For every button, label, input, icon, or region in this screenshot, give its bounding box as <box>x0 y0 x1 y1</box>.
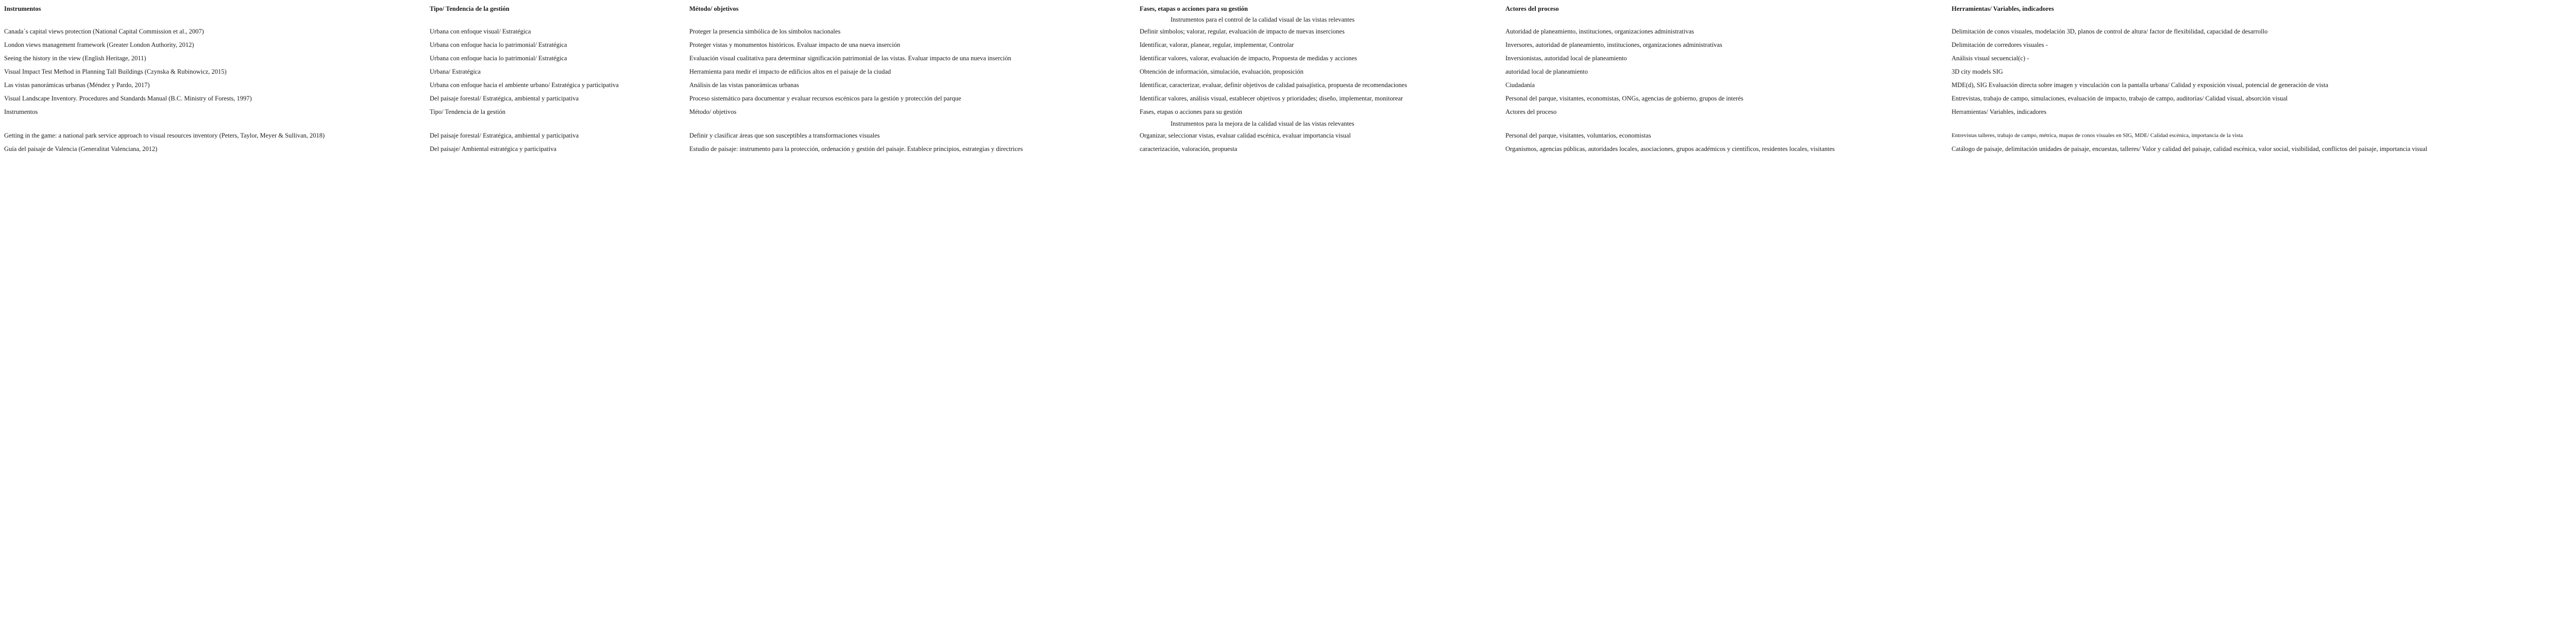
table-cell: Fases, etapas o acciones para su gestión <box>1140 108 1242 115</box>
empty-cell <box>4 14 430 25</box>
table-cell: Urbana con enfoque hacia lo patrimonial/ Estratégica <box>430 55 567 62</box>
table-cell: Urbana/ Estratégica <box>430 68 481 75</box>
table-cell: Visual Impact Test Method in Planning Tall Buildings (Czynska & Rubinowicz, 2015) <box>4 68 227 75</box>
table-cell: Identificar, valorar, planear, regular, implementar, Controlar <box>1140 41 1294 48</box>
table-cell: Método/ objetivos <box>689 108 737 115</box>
table-cell: Seeing the history in the view (English Heritage, 2011) <box>4 55 146 62</box>
table-cell: Proteger la presencia simbólica de los símbolos nacionales <box>689 28 841 35</box>
table-cell: Ciudadanía <box>1505 81 1535 89</box>
table-cell: MDE(d), SIG Evaluación directa sobre imagen y vinculación con la pantalla urbana/ Calidad y exposición visual, potencial de generación de vista <box>1952 81 2329 89</box>
table-cell: Delimitación de conos visuales, modelación 3D, planos de control de altura/ factor de flexibilidad, capacidad de desarrollo <box>1952 28 2268 35</box>
table-cell: Definir y clasificar áreas que son susceptibles a transformaciones visuales <box>689 132 880 139</box>
table-cell: 3D city models SIG <box>1952 68 2003 75</box>
table-cell: Estudio de paisaje: instrumento para la protección, ordenación y gestión del paisaje. Establece principios, estrategias y directrices <box>689 145 1023 153</box>
table-cell: Personal del parque, visitantes, voluntarios, economistas <box>1505 132 1651 139</box>
table-cell: Personal del parque, visitantes, economistas, ONGs, agencias de gobierno, grupos de interés <box>1505 95 1743 102</box>
table-cell: Inversores, autoridad de planeamiento, instituciones, organizaciones administrativas <box>1505 41 1722 48</box>
table-cell: Del paisaje forestal/ Estratégica, ambiental y participativa <box>430 132 579 139</box>
table-cell: Actores del proceso <box>1505 108 1557 115</box>
table-cell: Análisis visual secuencial(c) - <box>1952 55 2029 62</box>
table-cell: Instrumentos <box>4 108 38 115</box>
column-header: Instrumentos <box>4 5 41 12</box>
table-cell: Visual Landscape Inventory. Procedures and Standards Manual (B.C. Ministry of Forests, 1997) <box>4 95 252 102</box>
table-cell: Herramienta para medir el impacto de edificios altos en el paisaje de la ciudad <box>689 68 891 75</box>
empty-cell <box>430 119 689 129</box>
table-cell: Entrevistas, trabajo de campo, simulaciones, evaluación de impacto, trabajo de campo, auditorías/ Calidad visual, absorción visual <box>1952 95 2288 102</box>
table-cell: Del paisaje/ Ambiental estratégica y participativa <box>430 145 557 153</box>
table-cell: Inversionistas, autoridad local de planeamiento <box>1505 55 1627 62</box>
table-cell: Getting in the game: a national park service approach to visual resources inventory (Peters, Taylor, Meyer & Sullivan, 2018) <box>4 132 325 139</box>
table-cell: Autoridad de planeamiento, instituciones, organizaciones administrativas <box>1505 28 1694 35</box>
table-cell: Proteger vistas y monumentos históricos. Evaluar impacto de una nueva inserción <box>689 41 901 48</box>
table-cell: Del paisaje forestal/ Estratégica, ambiental y participativa <box>430 95 579 102</box>
column-header: Fases, etapas o acciones para su gestión <box>1140 5 1248 12</box>
section-caption: Instrumentos para el control de la calidad visual de las vistas relevantes <box>1171 16 1355 23</box>
column-header: Tipo/ Tendencia de la gestión <box>430 5 510 12</box>
empty-cell <box>430 14 689 25</box>
table-cell: Obtención de información, simulación, evaluación, proposición <box>1140 68 1303 75</box>
table-cell: Evaluación visual cualitativa para determinar significación patrimonial de las vistas. Evaluar impacto de una nueva inserción <box>689 55 1011 62</box>
table-cell: London views management framework (Greater London Authority, 2012) <box>4 41 194 48</box>
table-cell: Delimitación de corredores visuales - <box>1952 41 2048 48</box>
table-cell: Entrevistas talleres, trabajo de campo, métrica, mapas de conos visuales en SIG, MDE/ Calidad escénica, importancia de la vista <box>1952 132 2243 139</box>
column-header: Método/ objetivos <box>689 5 739 12</box>
empty-cell <box>1952 14 2576 25</box>
table-cell: Herramientas/ Variables, indicadores <box>1952 108 2047 115</box>
table-cell: Guía del paisaje de Valencia (Generalitat Valenciana, 2012) <box>4 145 158 153</box>
table-cell: Organizar, seleccionar vistas, evaluar calidad escénica, evaluar importancia visual <box>1140 132 1351 139</box>
table-cell: Canada´s capital views protection (National Capital Commission et al., 2007) <box>4 28 204 35</box>
table-cell: Urbana con enfoque visual/ Estratégica <box>430 28 531 35</box>
table-cell: Catálogo de paisaje, delimitación unidades de paisaje, encuestas, talleres/ Valor y calidad del paisaje, calidad escénica, valor social, visibilidad, conflictos del paisaje, importancia visual <box>1952 145 2428 153</box>
column-header: Herramientas/ Variables, indicadores <box>1952 5 2054 12</box>
table-cell: Definir símbolos; valorar, regular, evaluación de impacto de nuevas inserciones <box>1140 28 1345 35</box>
empty-cell <box>4 119 430 129</box>
table-cell: Las vistas panorámicas urbanas (Méndez y Pardo, 2017) <box>4 81 150 89</box>
table-cell: Organismos, agencias públicas, autoridades locales, asociaciones, grupos académicos y científicos, residentes locales, visitantes <box>1505 145 1835 153</box>
empty-cell <box>689 119 1140 129</box>
section-caption: Instrumentos para la mejora de la calidad visual de las vistas relevantes <box>1171 120 1354 127</box>
instruments-table <box>4 3 2576 156</box>
table-cell: autoridad local de planeamiento <box>1505 68 1588 75</box>
table-cell: Identificar, caracterizar, evaluar, definir objetivos de calidad paisajística, propuesta de recomendaciones <box>1140 81 1408 89</box>
table-cell: Identificar valores, valorar, evaluación de impacto, Propuesta de medidas y acciones <box>1140 55 1357 62</box>
empty-cell <box>689 14 1140 25</box>
empty-cell <box>1952 119 2576 129</box>
table-cell: Urbana con enfoque hacia lo patrimonial/ Estratégica <box>430 41 567 48</box>
table-cell: Identificar valores, análisis visual, establecer objetivos y prioridades; diseño, implementar, monitorear <box>1140 95 1403 102</box>
table-cell: Proceso sistemático para documentar y evaluar recursos escénicos para la gestión y protección del parque <box>689 95 961 102</box>
table-cell: Tipo/ Tendencia de la gestión <box>430 108 506 115</box>
table-cell: Análisis de las vistas panorámicas urbanas <box>689 81 799 89</box>
table-cell: caracterización, valoración, propuesta <box>1140 145 1238 153</box>
column-header: Actores del proceso <box>1505 5 1559 12</box>
table-cell: Urbana con enfoque hacia el ambiente urbano/ Estratégica y participativa <box>430 81 619 89</box>
